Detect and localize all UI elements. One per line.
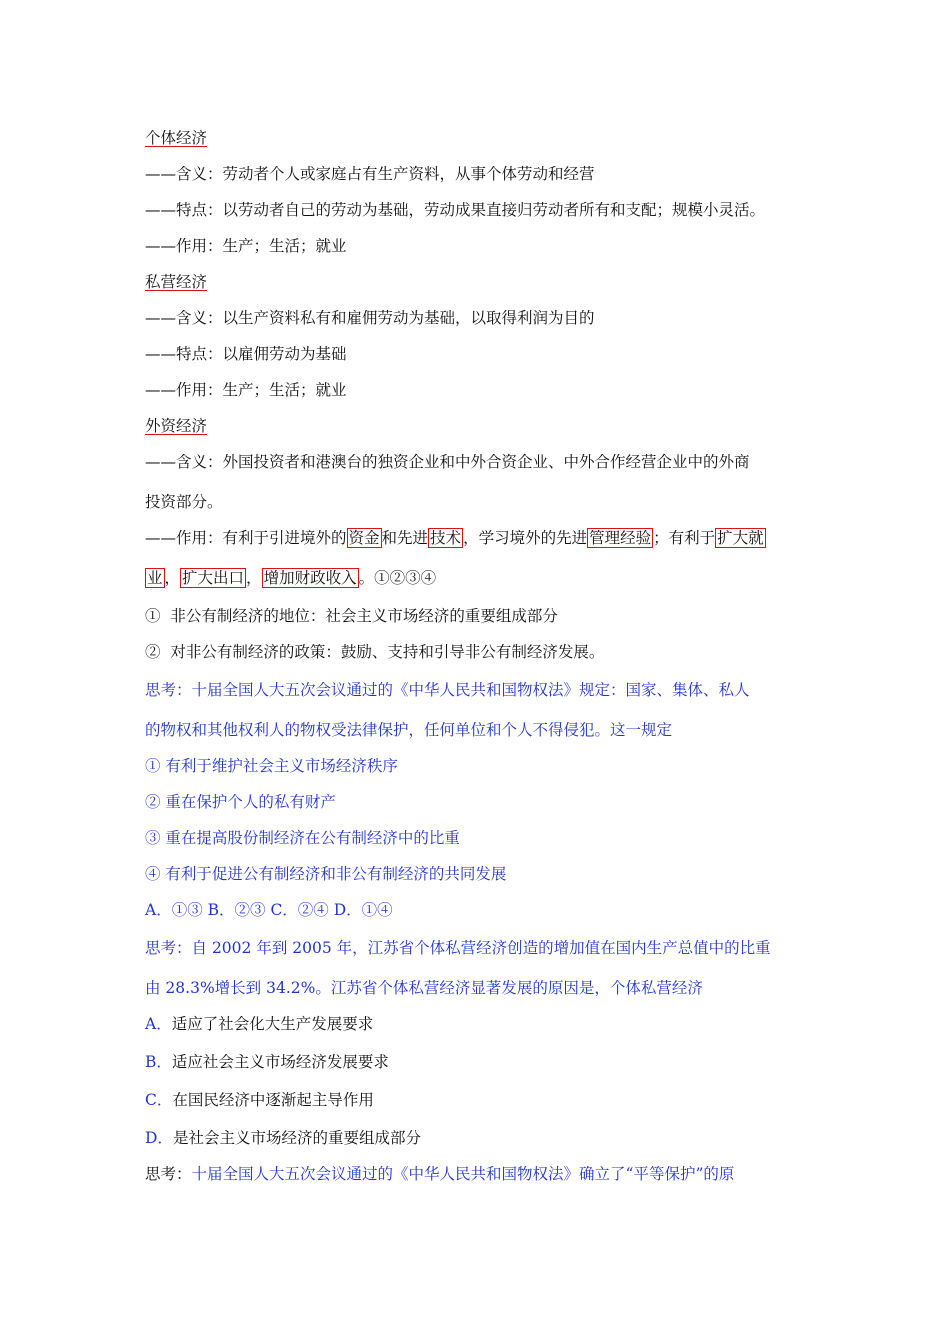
private-role: ——作用：生产；生活；就业: [145, 381, 347, 399]
option-c-label: C．: [145, 1091, 173, 1109]
individual-role: ——作用：生产；生活；就业: [145, 237, 347, 255]
foreign-meaning-line1: [145, 450, 807, 474]
foreign-meaning-line2: 投资部分。: [145, 493, 223, 511]
question2-text1: 自 2002 年到 2005 年，江苏省个体私营经济创造的增加值在国内生产总值中的比重: [191, 939, 771, 957]
option-d-label: D．: [145, 1129, 173, 1147]
foreign-role-line1: [145, 526, 766, 550]
role-mid: ，学习境外的先进: [463, 529, 588, 547]
question1-option-4: ④ 有利于促进公有制经济和非公有制经济的共同发展: [145, 865, 507, 883]
highlight-management: 管理经验: [589, 529, 652, 547]
option-c-text: 在国民经济中逐渐起主导作用: [172, 1091, 374, 1109]
question2-line2: 由 28.3%增长到 34.2%。江苏省个体私营经济显著发展的原因是，个体私营经济: [145, 979, 703, 997]
foreign-meaning-text: ——含义：外国投资者和港澳台的独资企业和中外合资企业、中外合作经营企业中的外商: [145, 453, 750, 471]
role-comma1: ，: [164, 569, 181, 587]
option-b-label: B．: [145, 1053, 172, 1071]
question3-line1: [145, 1162, 734, 1186]
question3-prefix: 思考：: [145, 1165, 192, 1183]
question2-prefix: 思考：: [145, 939, 192, 957]
option-a-text: 适应了社会化大生产发展要求: [171, 1015, 374, 1033]
highlight-export: 扩大出口: [182, 569, 245, 587]
role-comma2: ，: [246, 569, 262, 587]
individual-meaning: ——含义：劳动者个人或家庭占有生产资料，从事个体劳动和经营: [145, 165, 595, 183]
role-mid2: ；有利于: [653, 529, 716, 547]
role-end: 。①②③④: [358, 569, 437, 587]
individual-feature: ——特点：以劳动者自己的劳动为基础，劳动成果直接归劳动者所有和支配；规模小灵活。: [145, 201, 766, 219]
question3-text1: 十届全国人大五次会议通过的《中华人民共和国物权法》确立了“平等保护”的原: [191, 1165, 735, 1183]
highlight-employment-part2: 业: [147, 569, 163, 587]
point-2-number: ②: [145, 643, 161, 661]
option-a-label: A．: [145, 1015, 172, 1033]
highlight-tech: 技术: [430, 529, 462, 547]
option-d-text: 是社会主义市场经济的重要组成部分: [172, 1129, 421, 1147]
private-meaning: ——含义：以生产资料私有和雇佣劳动为基础，以取得利润为目的: [145, 309, 595, 327]
point-1-text: 非公有制经济的地位：社会主义市场经济的重要组成部分: [170, 607, 558, 625]
role-and: 和先进: [381, 529, 429, 547]
highlight-funds: 资金: [348, 529, 380, 547]
private-feature: ——特点：以雇佣劳动为基础: [145, 345, 347, 363]
question2-option-d: [145, 1126, 421, 1150]
role-prefix: ——作用：有利于引进境外的: [145, 529, 347, 547]
point-1: [145, 604, 558, 628]
section-title-private: 私营经济: [145, 273, 208, 291]
question1-option-1: ① 有利于维护社会主义市场经济秩序: [145, 757, 398, 775]
highlight-revenue: 增加财政收入: [263, 569, 357, 587]
question2-option-c: [145, 1088, 374, 1112]
question1-option-3: ③ 重在提高股份制经济在公有制经济中的比重: [145, 829, 460, 847]
question1-line1: 思考：十届全国人大五次会议通过的《中华人民共和国物权法》规定：国家、集体、私人: [145, 681, 750, 699]
section-title-individual: 个体经济: [145, 129, 208, 147]
highlight-employment-part1: 扩大就: [717, 529, 764, 547]
point-2-text: 对非公有制经济的政策：鼓励、支持和引导非公有制经济发展。: [170, 643, 605, 661]
point-2: [145, 640, 604, 664]
section-title-foreign: 外资经济: [145, 417, 208, 435]
question2-option-b: [145, 1050, 389, 1074]
question2-line1: [145, 936, 771, 960]
question1-answers: A．①③ B．②③ C．②④ D．①④: [145, 901, 393, 919]
foreign-role-line2: [145, 566, 436, 590]
question2-option-a: [145, 1012, 373, 1036]
point-1-number: ①: [145, 607, 161, 625]
question1-option-2: ② 重在保护个人的私有财产: [145, 793, 336, 811]
question1-line2: 的物权和其他权利人的物权受法律保护，任何单位和个人不得侵犯。这一规定: [145, 721, 673, 739]
option-b-text: 适应社会主义市场经济发展要求: [171, 1053, 389, 1071]
